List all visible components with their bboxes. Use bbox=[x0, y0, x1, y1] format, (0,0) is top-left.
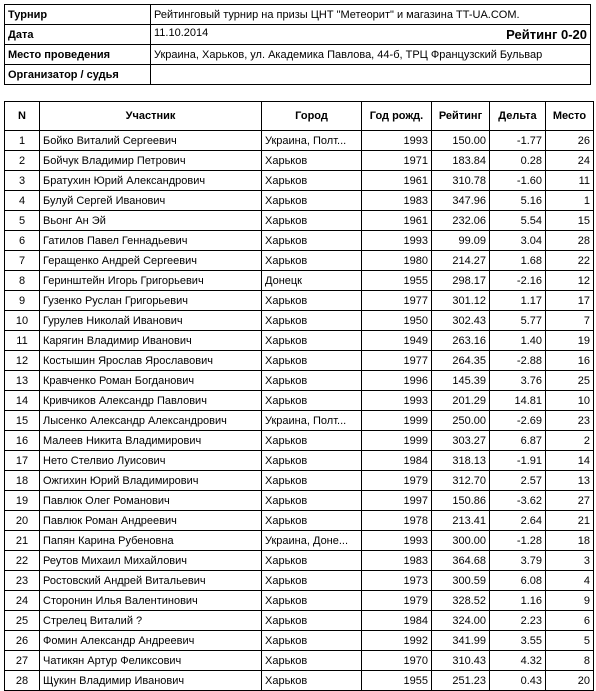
cell-participant: Сторонин Илья Валентинович bbox=[40, 591, 262, 611]
cell-number: 7 bbox=[5, 251, 40, 271]
cell-place: 13 bbox=[546, 471, 594, 491]
cell-rating: 201.29 bbox=[432, 391, 490, 411]
cell-birth-year: 1992 bbox=[362, 631, 432, 651]
table-row bbox=[5, 131, 594, 151]
table-row bbox=[5, 471, 594, 491]
cell-participant: Щукин Владимир Иванович bbox=[40, 671, 262, 691]
table-row bbox=[5, 371, 594, 391]
cell-place: 28 bbox=[546, 231, 594, 251]
cell-number: 11 bbox=[5, 331, 40, 351]
cell-city: Донецк bbox=[262, 271, 362, 291]
cell-place: 7 bbox=[546, 311, 594, 331]
cell-number: 1 bbox=[5, 131, 40, 151]
date-value: 11.10.2014 bbox=[154, 27, 209, 39]
cell-rating: 302.43 bbox=[432, 311, 490, 331]
cell-delta: 2.23 bbox=[490, 611, 546, 631]
cell-number: 23 bbox=[5, 571, 40, 591]
cell-rating: 312.70 bbox=[432, 471, 490, 491]
cell-rating: 310.78 bbox=[432, 171, 490, 191]
cell-number: 20 bbox=[5, 511, 40, 531]
cell-delta: 5.77 bbox=[490, 311, 546, 331]
date-cell bbox=[151, 25, 591, 45]
cell-rating: 347.96 bbox=[432, 191, 490, 211]
cell-place: 26 bbox=[546, 131, 594, 151]
table-row bbox=[5, 271, 594, 291]
table-row bbox=[5, 631, 594, 651]
col-header-delta: Дельта bbox=[490, 102, 546, 131]
cell-participant: Бойчук Владимир Петрович bbox=[40, 151, 262, 171]
cell-delta: -1.28 bbox=[490, 531, 546, 551]
cell-birth-year: 1949 bbox=[362, 331, 432, 351]
table-row bbox=[5, 511, 594, 531]
cell-city: Харьков bbox=[262, 211, 362, 231]
cell-city: Харьков bbox=[262, 571, 362, 591]
cell-participant: Ростовский Андрей Витальевич bbox=[40, 571, 262, 591]
cell-rating: 150.86 bbox=[432, 491, 490, 511]
cell-birth-year: 1997 bbox=[362, 491, 432, 511]
cell-birth-year: 1993 bbox=[362, 391, 432, 411]
cell-city: Харьков bbox=[262, 511, 362, 531]
cell-rating: 341.99 bbox=[432, 631, 490, 651]
cell-birth-year: 1971 bbox=[362, 151, 432, 171]
cell-city: Харьков bbox=[262, 431, 362, 451]
cell-delta: -1.60 bbox=[490, 171, 546, 191]
cell-participant: Гузенко Руслан Григорьевич bbox=[40, 291, 262, 311]
cell-birth-year: 1973 bbox=[362, 571, 432, 591]
table-row bbox=[5, 551, 594, 571]
cell-birth-year: 1984 bbox=[362, 611, 432, 631]
cell-place: 8 bbox=[546, 651, 594, 671]
cell-delta: 4.32 bbox=[490, 651, 546, 671]
table-row bbox=[5, 231, 594, 251]
cell-place: 25 bbox=[546, 371, 594, 391]
cell-place: 18 bbox=[546, 531, 594, 551]
cell-delta: -3.62 bbox=[490, 491, 546, 511]
cell-birth-year: 1980 bbox=[362, 251, 432, 271]
cell-participant: Гурулев Николай Иванович bbox=[40, 311, 262, 331]
table-row bbox=[5, 571, 594, 591]
cell-city: Украина, Полт... bbox=[262, 131, 362, 151]
cell-participant: Чатикян Артур Феликсович bbox=[40, 651, 262, 671]
cell-number: 4 bbox=[5, 191, 40, 211]
cell-city: Харьков bbox=[262, 491, 362, 511]
cell-number: 12 bbox=[5, 351, 40, 371]
cell-number: 15 bbox=[5, 411, 40, 431]
cell-rating: 99.09 bbox=[432, 231, 490, 251]
cell-rating: 232.06 bbox=[432, 211, 490, 231]
cell-birth-year: 1999 bbox=[362, 411, 432, 431]
cell-delta: 6.87 bbox=[490, 431, 546, 451]
cell-participant: Павлюк Олег Романович bbox=[40, 491, 262, 511]
cell-participant: Стрелец Виталий ? bbox=[40, 611, 262, 631]
cell-place: 5 bbox=[546, 631, 594, 651]
cell-place: 12 bbox=[546, 271, 594, 291]
cell-delta: 2.57 bbox=[490, 471, 546, 491]
table-row bbox=[5, 611, 594, 631]
header-row bbox=[5, 102, 594, 131]
cell-place: 9 bbox=[546, 591, 594, 611]
table-row bbox=[5, 191, 594, 211]
tournament-value: Рейтинговый турнир на призы ЦНТ "Метеорит" и магазина TT-UA.COM. bbox=[151, 5, 591, 25]
cell-rating: 214.27 bbox=[432, 251, 490, 271]
tournament-row bbox=[5, 5, 591, 25]
cell-delta: 0.43 bbox=[490, 671, 546, 691]
cell-delta: 5.16 bbox=[490, 191, 546, 211]
col-header-place: Место bbox=[546, 102, 594, 131]
cell-city: Харьков bbox=[262, 391, 362, 411]
cell-delta: 3.04 bbox=[490, 231, 546, 251]
cell-birth-year: 1979 bbox=[362, 471, 432, 491]
cell-city: Харьков bbox=[262, 311, 362, 331]
cell-rating: 328.52 bbox=[432, 591, 490, 611]
rating-range: Рейтинг 0-20 bbox=[506, 27, 587, 42]
table-row bbox=[5, 351, 594, 371]
cell-rating: 250.00 bbox=[432, 411, 490, 431]
cell-city: Харьков bbox=[262, 371, 362, 391]
cell-birth-year: 1983 bbox=[362, 191, 432, 211]
cell-rating: 301.12 bbox=[432, 291, 490, 311]
cell-city: Харьков bbox=[262, 551, 362, 571]
cell-birth-year: 1955 bbox=[362, 271, 432, 291]
cell-birth-year: 1996 bbox=[362, 371, 432, 391]
cell-city: Харьков bbox=[262, 671, 362, 691]
table-row bbox=[5, 311, 594, 331]
cell-place: 10 bbox=[546, 391, 594, 411]
cell-number: 18 bbox=[5, 471, 40, 491]
cell-delta: 14.81 bbox=[490, 391, 546, 411]
table-row bbox=[5, 411, 594, 431]
cell-birth-year: 1970 bbox=[362, 651, 432, 671]
organizer-value bbox=[151, 65, 591, 85]
cell-rating: 150.00 bbox=[432, 131, 490, 151]
venue-row bbox=[5, 45, 591, 65]
cell-participant: Геринштейн Игорь Григорьевич bbox=[40, 271, 262, 291]
col-header-participant: Участник bbox=[40, 102, 262, 131]
cell-rating: 300.59 bbox=[432, 571, 490, 591]
cell-rating: 298.17 bbox=[432, 271, 490, 291]
cell-place: 20 bbox=[546, 671, 594, 691]
cell-number: 26 bbox=[5, 631, 40, 651]
cell-place: 22 bbox=[546, 251, 594, 271]
cell-rating: 318.13 bbox=[432, 451, 490, 471]
cell-rating: 145.39 bbox=[432, 371, 490, 391]
cell-delta: 1.68 bbox=[490, 251, 546, 271]
cell-birth-year: 1955 bbox=[362, 671, 432, 691]
cell-rating: 264.35 bbox=[432, 351, 490, 371]
cell-birth-year: 1977 bbox=[362, 291, 432, 311]
cell-delta: 1.40 bbox=[490, 331, 546, 351]
cell-place: 27 bbox=[546, 491, 594, 511]
cell-participant: Нето Стелвио Луисович bbox=[40, 451, 262, 471]
cell-rating: 310.43 bbox=[432, 651, 490, 671]
col-header-rating: Рейтинг bbox=[432, 102, 490, 131]
cell-delta: 2.64 bbox=[490, 511, 546, 531]
cell-place: 3 bbox=[546, 551, 594, 571]
table-row bbox=[5, 391, 594, 411]
cell-place: 17 bbox=[546, 291, 594, 311]
cell-number: 22 bbox=[5, 551, 40, 571]
table-row bbox=[5, 331, 594, 351]
cell-participant: Павлюк Роман Андреевич bbox=[40, 511, 262, 531]
cell-participant: Гатилов Павел Геннадьевич bbox=[40, 231, 262, 251]
organizer-row bbox=[5, 65, 591, 85]
cell-delta: 5.54 bbox=[490, 211, 546, 231]
cell-place: 1 bbox=[546, 191, 594, 211]
table-row bbox=[5, 591, 594, 611]
cell-participant: Булуй Сергей Иванович bbox=[40, 191, 262, 211]
cell-city: Харьков bbox=[262, 591, 362, 611]
cell-place: 23 bbox=[546, 411, 594, 431]
cell-participant: Костышин Ярослав Ярославович bbox=[40, 351, 262, 371]
cell-number: 10 bbox=[5, 311, 40, 331]
date-row bbox=[5, 25, 591, 45]
table-row bbox=[5, 651, 594, 671]
table-row bbox=[5, 291, 594, 311]
cell-city: Харьков bbox=[262, 651, 362, 671]
cell-number: 28 bbox=[5, 671, 40, 691]
cell-delta: -2.88 bbox=[490, 351, 546, 371]
cell-number: 17 bbox=[5, 451, 40, 471]
results-table bbox=[4, 101, 594, 691]
tournament-label: Турнир bbox=[5, 5, 151, 25]
cell-birth-year: 1993 bbox=[362, 231, 432, 251]
organizer-label: Организатор / судья bbox=[5, 65, 151, 85]
cell-rating: 263.16 bbox=[432, 331, 490, 351]
cell-number: 27 bbox=[5, 651, 40, 671]
cell-participant: Вьонг Ан Эй bbox=[40, 211, 262, 231]
cell-delta: -1.77 bbox=[490, 131, 546, 151]
col-header-birth-year: Год рожд. bbox=[362, 102, 432, 131]
table-row bbox=[5, 151, 594, 171]
cell-birth-year: 1993 bbox=[362, 531, 432, 551]
cell-number: 16 bbox=[5, 431, 40, 451]
cell-number: 3 bbox=[5, 171, 40, 191]
cell-city: Харьков bbox=[262, 351, 362, 371]
cell-city: Харьков bbox=[262, 451, 362, 471]
tournament-info-table bbox=[4, 4, 591, 85]
cell-city: Харьков bbox=[262, 151, 362, 171]
cell-number: 5 bbox=[5, 211, 40, 231]
cell-birth-year: 1961 bbox=[362, 171, 432, 191]
cell-participant: Папян Карина Рубеновна bbox=[40, 531, 262, 551]
table-row bbox=[5, 431, 594, 451]
cell-participant: Малеев Никита Владимирович bbox=[40, 431, 262, 451]
cell-delta: 3.55 bbox=[490, 631, 546, 651]
cell-participant: Реутов Михаил Михайлович bbox=[40, 551, 262, 571]
cell-place: 19 bbox=[546, 331, 594, 351]
venue-value: Украина, Харьков, ул. Академика Павлова, 44-б, ТРЦ Французский Бульвар bbox=[151, 45, 591, 65]
table-row bbox=[5, 251, 594, 271]
cell-number: 9 bbox=[5, 291, 40, 311]
cell-rating: 364.68 bbox=[432, 551, 490, 571]
cell-delta: -1.91 bbox=[490, 451, 546, 471]
cell-participant: Ожгихин Юрий Владимирович bbox=[40, 471, 262, 491]
cell-delta: 3.79 bbox=[490, 551, 546, 571]
cell-rating: 183.84 bbox=[432, 151, 490, 171]
cell-city: Харьков bbox=[262, 631, 362, 651]
cell-participant: Фомин Александр Андреевич bbox=[40, 631, 262, 651]
cell-participant: Кравченко Роман Богданович bbox=[40, 371, 262, 391]
venue-label: Место проведения bbox=[5, 45, 151, 65]
cell-place: 21 bbox=[546, 511, 594, 531]
cell-rating: 303.27 bbox=[432, 431, 490, 451]
cell-delta: -2.69 bbox=[490, 411, 546, 431]
cell-place: 6 bbox=[546, 611, 594, 631]
cell-birth-year: 1993 bbox=[362, 131, 432, 151]
results-body bbox=[5, 131, 594, 691]
table-row bbox=[5, 451, 594, 471]
cell-birth-year: 1961 bbox=[362, 211, 432, 231]
cell-delta: -2.16 bbox=[490, 271, 546, 291]
cell-city: Украина, Полт... bbox=[262, 411, 362, 431]
cell-place: 15 bbox=[546, 211, 594, 231]
cell-place: 4 bbox=[546, 571, 594, 591]
cell-delta: 1.17 bbox=[490, 291, 546, 311]
cell-participant: Кривчиков Александр Павлович bbox=[40, 391, 262, 411]
cell-place: 11 bbox=[546, 171, 594, 191]
cell-number: 6 bbox=[5, 231, 40, 251]
cell-birth-year: 1950 bbox=[362, 311, 432, 331]
table-row bbox=[5, 671, 594, 691]
cell-rating: 300.00 bbox=[432, 531, 490, 551]
cell-delta: 6.08 bbox=[490, 571, 546, 591]
cell-participant: Братухин Юрий Александрович bbox=[40, 171, 262, 191]
table-row bbox=[5, 211, 594, 231]
table-row bbox=[5, 491, 594, 511]
cell-place: 2 bbox=[546, 431, 594, 451]
cell-birth-year: 1999 bbox=[362, 431, 432, 451]
cell-city: Харьков bbox=[262, 291, 362, 311]
cell-city: Харьков bbox=[262, 331, 362, 351]
cell-birth-year: 1979 bbox=[362, 591, 432, 611]
cell-number: 8 bbox=[5, 271, 40, 291]
cell-rating: 213.41 bbox=[432, 511, 490, 531]
cell-number: 24 bbox=[5, 591, 40, 611]
cell-number: 13 bbox=[5, 371, 40, 391]
cell-participant: Карягин Владимир Иванович bbox=[40, 331, 262, 351]
cell-number: 21 bbox=[5, 531, 40, 551]
cell-participant: Геращенко Андрей Сергеевич bbox=[40, 251, 262, 271]
cell-city: Харьков bbox=[262, 191, 362, 211]
col-header-city: Город bbox=[262, 102, 362, 131]
cell-number: 25 bbox=[5, 611, 40, 631]
cell-number: 19 bbox=[5, 491, 40, 511]
cell-participant: Лысенко Александр Александрович bbox=[40, 411, 262, 431]
cell-place: 14 bbox=[546, 451, 594, 471]
table-row bbox=[5, 171, 594, 191]
cell-city: Харьков bbox=[262, 251, 362, 271]
cell-birth-year: 1983 bbox=[362, 551, 432, 571]
cell-participant: Бойко Виталий Сергеевич bbox=[40, 131, 262, 151]
cell-city: Харьков bbox=[262, 611, 362, 631]
cell-birth-year: 1977 bbox=[362, 351, 432, 371]
cell-delta: 1.16 bbox=[490, 591, 546, 611]
cell-city: Украина, Доне... bbox=[262, 531, 362, 551]
table-row bbox=[5, 531, 594, 551]
date-label: Дата bbox=[5, 25, 151, 45]
cell-number: 14 bbox=[5, 391, 40, 411]
cell-rating: 324.00 bbox=[432, 611, 490, 631]
cell-city: Харьков bbox=[262, 171, 362, 191]
cell-city: Харьков bbox=[262, 231, 362, 251]
cell-place: 24 bbox=[546, 151, 594, 171]
cell-delta: 3.76 bbox=[490, 371, 546, 391]
cell-number: 2 bbox=[5, 151, 40, 171]
cell-rating: 251.23 bbox=[432, 671, 490, 691]
cell-place: 16 bbox=[546, 351, 594, 371]
cell-delta: 0.28 bbox=[490, 151, 546, 171]
col-header-number: N bbox=[5, 102, 40, 131]
cell-birth-year: 1978 bbox=[362, 511, 432, 531]
cell-city: Харьков bbox=[262, 471, 362, 491]
cell-birth-year: 1984 bbox=[362, 451, 432, 471]
